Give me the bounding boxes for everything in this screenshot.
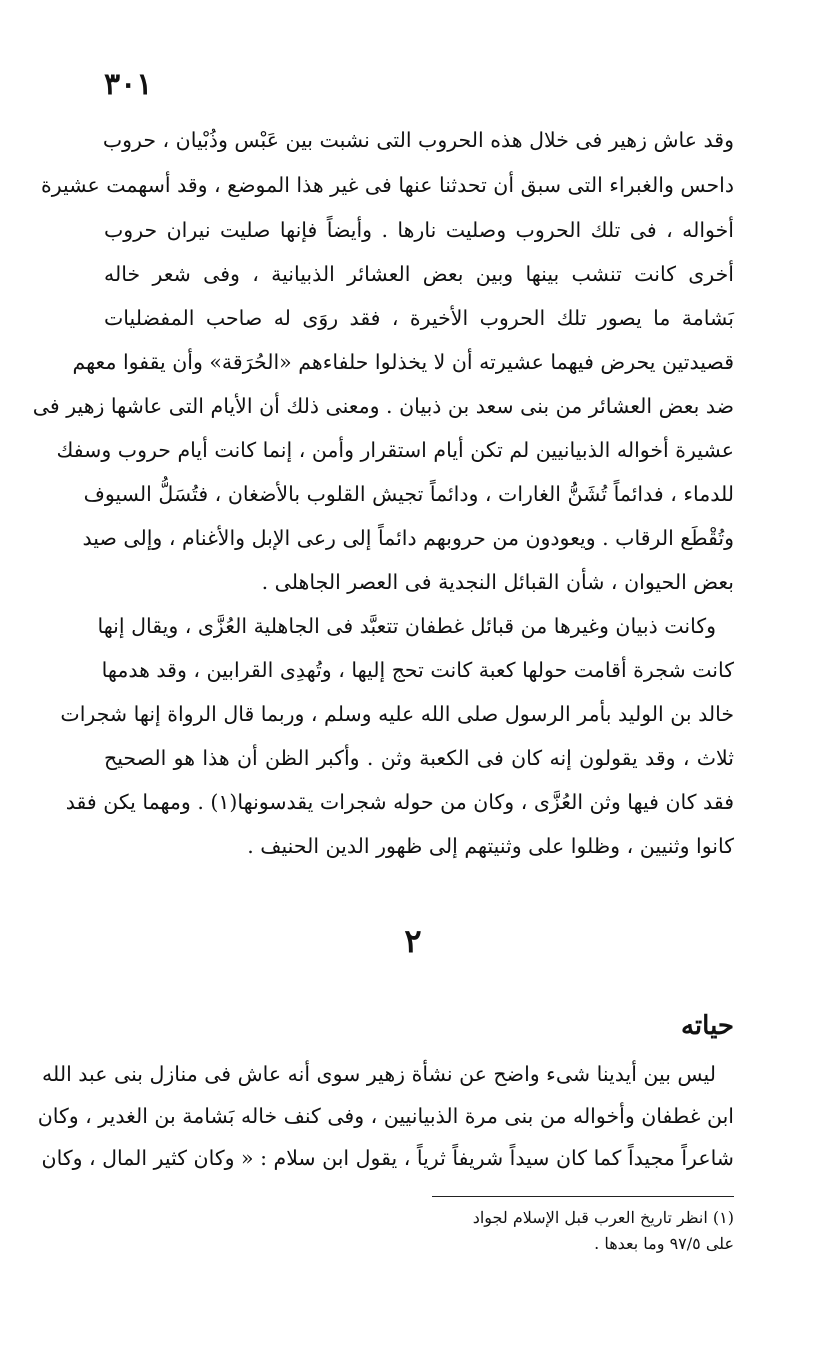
- text-line: ابن غطفان وأخواله من بنى مرة الذبيانيين ، وفى كنف خاله بَشامة بن الغدير ، وكان: [37, 1104, 734, 1128]
- text-line: ليس بين أيدينا شىء واضح عن نشأة زهير سوى أنه عاش فى منازل بنى عبد الله: [42, 1062, 716, 1086]
- footnote-divider: [432, 1196, 734, 1197]
- text-line: ثلاث ، وقد يقولون إنه كان فى الكعبة وثن . وأكبر الظن أن هذا هو الصحيح: [104, 746, 734, 770]
- text-line: وقد عاش زهير فى خلال هذه الحروب التى نشبت بين عَبْس وذُبْيان ، حروب: [102, 128, 734, 152]
- text-line: أخواله ، فى تلك الحروب وصليت نارها . وأيضاً فإنها صليت نيران حروب: [104, 218, 734, 242]
- text-line: خالد بن الوليد بأمر الرسول صلى الله عليه وسلم ، وربما قال الرواة إنها شجرات: [60, 702, 734, 726]
- section-title: حياته: [680, 1011, 734, 1041]
- text-line: شاعراً مجيداً كما كان سيداً شريفاً ثرياً ، يقول ابن سلام : « وكان كثير المال ، وكان: [41, 1146, 734, 1170]
- text-line: للدماء ، فدائماً تُشَنُّ الغارات ، ودائماً تجيش القلوب بالأضغان ، فتُسَلُّ السيوف: [83, 482, 734, 506]
- text-line: عشيرة أخواله الذبيانيين لم تكن أيام استقرار وأمن ، إنما كانت أيام حروب وسفك: [56, 438, 734, 462]
- text-line: فقد كان فيها وثن العُزَّى ، وكان من حوله شجرات يقدسونها(١) . ومهما يكن فقد: [65, 790, 734, 814]
- text-line: كانوا وثنيين ، وظلوا على وثنيتهم إلى ظهور الدين الحنيف .: [247, 834, 734, 858]
- text-line: وتُقْطَع الرقاب . ويعودون من حروبهم دائماً إلى رعى الإبل والأغنام ، وإلى صيد: [82, 526, 734, 550]
- text-line: كانت شجرة أقامت حولها كعبة كانت تحج إليها ، وتُهدِى القرابين ، وقد هدمها: [101, 658, 734, 682]
- text-line: بَشامة ما يصور تلك الحروب الأخيرة ، فقد روَى له صاحب المفضليات: [104, 306, 734, 330]
- footnote-line: على ٩٧/٥ وما بعدها .: [594, 1234, 734, 1253]
- section-number: ٢: [404, 922, 422, 960]
- text-line: قصيدتين يحرض فيهما عشيرته أن لا يخذلوا حلفاءهم «الحُرَقة» وأن يقفوا معهم: [72, 350, 734, 374]
- text-line: ضد بعض العشائر من بنى سعد بن ذبيان . ومعنى ذلك أن الأيام التى عاشها زهير فى: [32, 394, 734, 418]
- text-line: داحس والغبراء التى سبق أن تحدثنا عنها فى غير هذا الموضع ، وقد أسهمت عشيرة: [40, 173, 734, 197]
- page-number: ٣٠١: [104, 67, 153, 102]
- footnote-line: (١) انظر تاريخ العرب قبل الإسلام لجواد: [472, 1208, 734, 1227]
- text-line: أخرى كانت تنشب بينها وبين بعض العشائر الذبيانية ، وفى شعر خاله: [104, 262, 734, 286]
- text-line: بعض الحيوان ، شأن القبائل النجدية فى العصر الجاهلى .: [261, 570, 734, 594]
- text-line: وكانت ذبيان وغيرها من قبائل غطفان تتعبَّد فى الجاهلية العُزَّى ، ويقال إنها: [97, 614, 716, 638]
